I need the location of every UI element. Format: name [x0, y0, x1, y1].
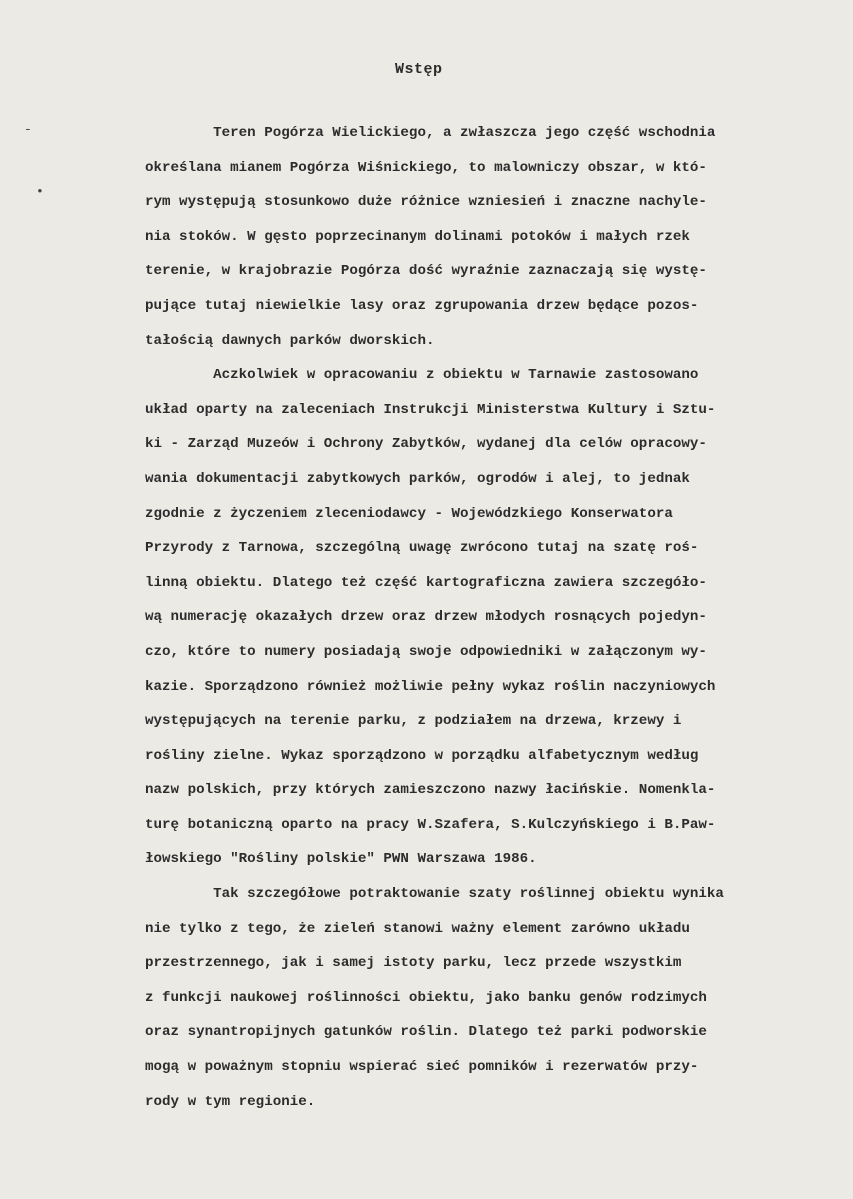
body-text	[145, 116, 845, 1119]
page-heading: Wstęp	[395, 61, 443, 78]
text-line: turę botaniczną oparto na pracy W.Szafera, S.Kulczyńskiego i B.Paw-	[145, 816, 716, 833]
text-line: przestrzennego, jak i samej istoty parku, lecz przede wszystkim	[145, 955, 682, 972]
text-line: wania dokumentacji zabytkowych parków, ogrodów i alej, to jednak	[145, 470, 690, 487]
text-line: łowskiego "Rośliny polskie" PWN Warszawa 1986.	[145, 851, 537, 868]
text-line: ki - Zarząd Muzeów i Ochrony Zabytków, wydanej dla celów opracowy-	[145, 436, 707, 453]
text-line: linną obiektu. Dlatego też część kartograficzna zawiera szczegóło-	[145, 574, 707, 591]
text-line: rody w tym regionie.	[145, 1093, 316, 1110]
text-line: oraz synantropijnych gatunków roślin. Dlatego też parki podworskie	[145, 1024, 707, 1041]
text-line: Tak szczegółowe potraktowanie szaty roślinnej obiektu wynika	[145, 886, 724, 903]
text-line: Przyrody z Tarnowa, szczególną uwagę zwrócono tutaj na szatę roś-	[145, 540, 699, 557]
text-line: wą numerację okazałych drzew oraz drzew młodych rosnących pojedyn-	[145, 609, 707, 626]
text-line: rośliny zielne. Wykaz sporządzono w porządku alfabetycznym według	[145, 747, 699, 764]
text-line: czo, które to numery posiadają swoje odpowiedniki w załączonym wy-	[145, 643, 707, 660]
text-line: Aczkolwiek w opracowaniu z obiektu w Tarnawie zastosowano	[145, 367, 699, 384]
text-line: nazw polskich, przy których zamieszczono nazwy łacińskie. Nomenkla-	[145, 782, 716, 799]
text-line: Teren Pogórza Wielickiego, a zwłaszcza jego część wschodnia	[145, 125, 716, 141]
text-line: układ oparty na zaleceniach Instrukcji Ministerstwa Kultury i Sztu-	[145, 401, 716, 418]
text-line: występujących na terenie parku, z podziałem na drzewa, krzewy i	[145, 713, 682, 730]
text-line: nie tylko z tego, że zieleń stanowi ważny element zarówno układu	[145, 920, 690, 937]
text-line: nia stoków. W gęsto poprzecinanym dolinami potoków i małych rzek	[145, 228, 690, 245]
text-line: określana mianem Pogórza Wiśnickiego, to malowniczy obszar, w któ-	[145, 159, 707, 176]
text-line: pujące tutaj niewielkie lasy oraz zgrupowania drzew będące pozos-	[145, 297, 699, 314]
text-line: rym występują stosunkowo duże różnice wzniesień i znaczne nachyle-	[145, 194, 707, 211]
text-line: z funkcji naukowej roślinności obiektu, jako banku genów rodzimych	[145, 989, 707, 1006]
margin-mark-dot: •	[36, 184, 44, 199]
text-line: terenie, w krajobrazie Pogórza dość wyraźnie zaznaczają się wystę-	[145, 263, 707, 280]
text-line: mogą w poważnym stopniu wspierać sieć pomników i rezerwatów przy-	[145, 1059, 699, 1076]
text-line: kazie. Sporządzono również możliwie pełny wykaz roślin naczyniowych	[145, 678, 716, 695]
margin-mark-dash: -	[24, 122, 32, 137]
text-line: zgodnie z życzeniem zleceniodawcy - Wojewódzkiego Konserwatora	[145, 505, 673, 522]
text-line: tałością dawnych parków dworskich.	[145, 332, 435, 349]
